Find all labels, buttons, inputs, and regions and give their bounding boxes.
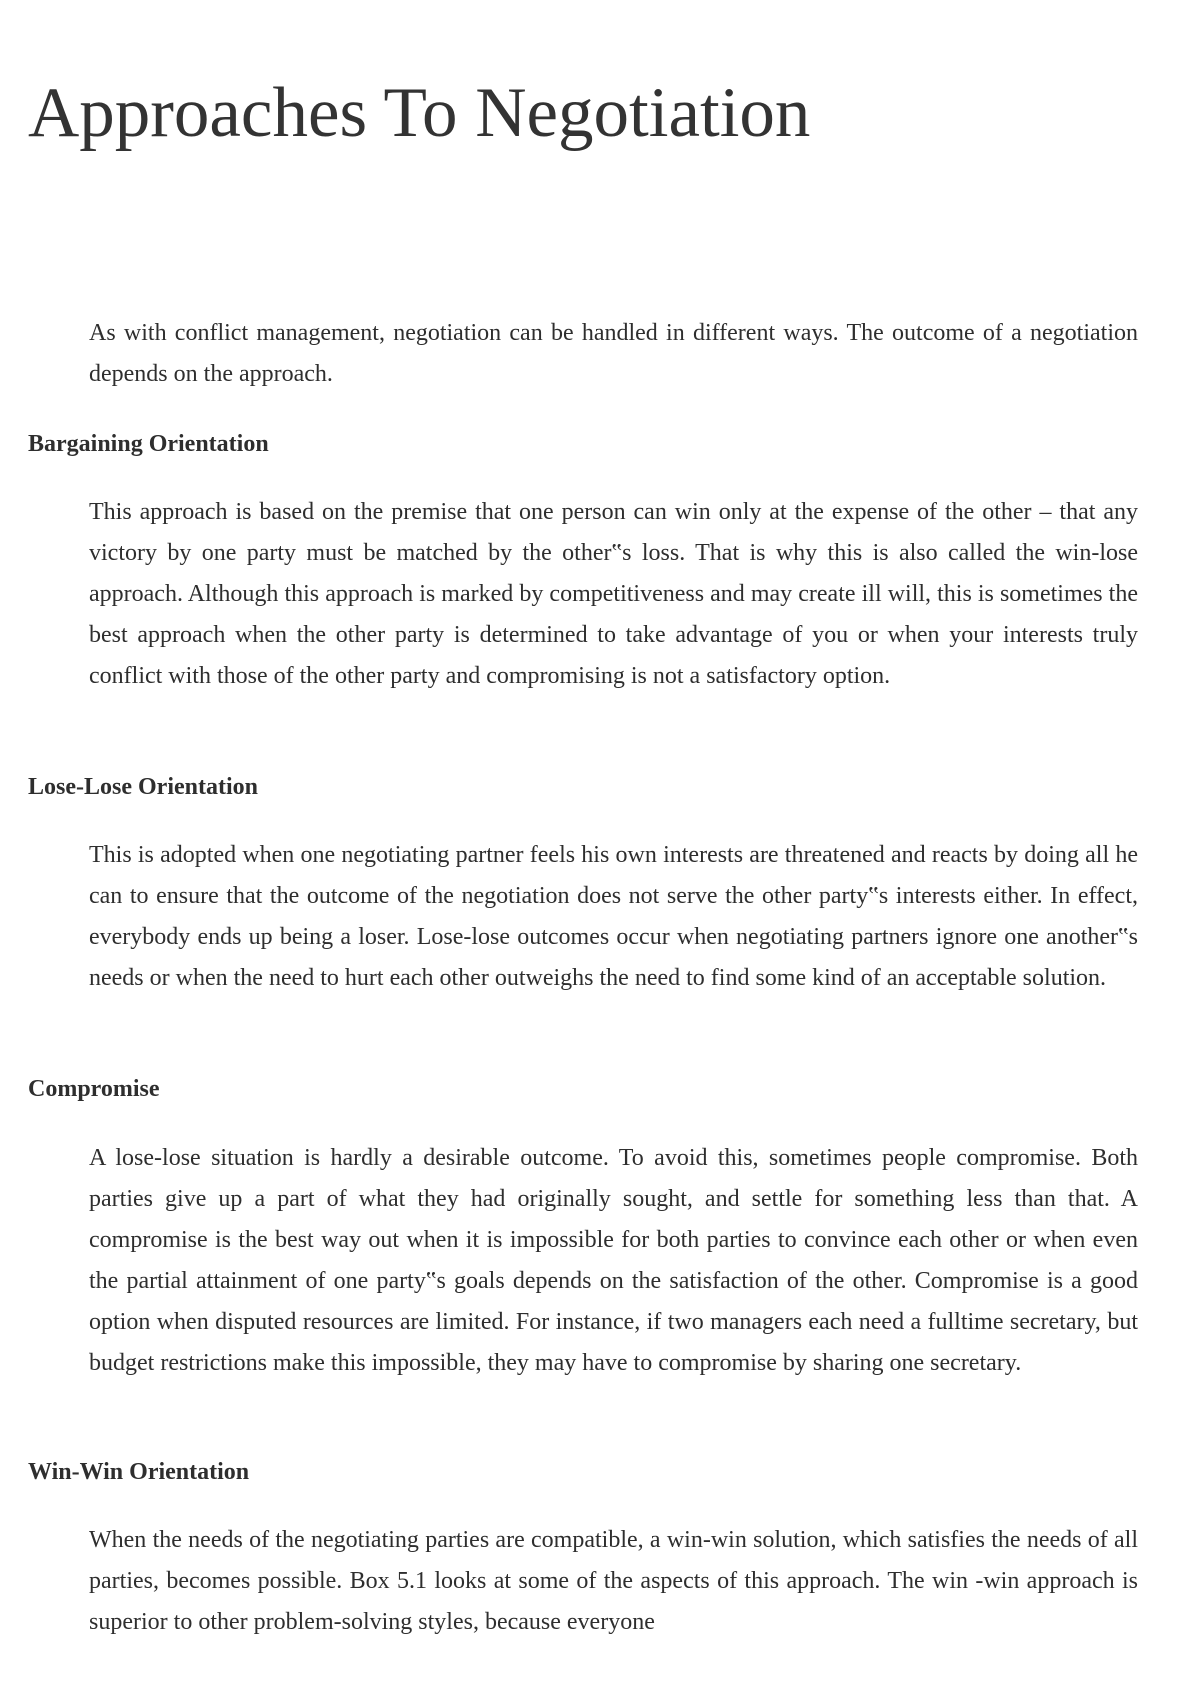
section-body-lose-lose-orientation: This is adopted when one negotiating partner feels his own interests are threatened and reacts by doing all he can to ensure that the outcome of the negotiation does not serve the other party‟s interests either. In effect, everybody ends up being a loser. Lose-lose outcomes occur when negotiating partners ignore one another‟s needs or when the need to hurt each other outweighs the need to find some kind of an acceptable solution. (89, 842, 1138, 991)
intro-paragraph: As with conflict management, negotiation can be handled in different ways. The outcome of a negotiation depends on the approach. (89, 320, 1138, 387)
section-body-win-win-orientation: When the needs of the negotiating parties are compatible, a win-win solution, which satisfies the needs of all parties, becomes possible. Box 5.1 looks at some of the aspects of this approach. The win -win approach is superior to other problem-solving styles, because everyone (89, 1527, 1138, 1635)
section-heading-lose-lose-orientation: Lose-Lose Orientation (28, 774, 258, 800)
section-heading-compromise: Compromise (28, 1076, 160, 1102)
section-body-bargaining-orientation: This approach is based on the premise that one person can win only at the expense of the other – that any victory by one party must be matched by the other‟s loss. That is why this is also called the win-lose approach. Although this approach is marked by competitiveness and may create ill will, this is sometimes the best approach when the other party is determined to take advantage of you or when your interests truly conflict with those of the other party and compromising is not a satisfactory option. (89, 499, 1138, 689)
section-body-compromise: A lose-lose situation is hardly a desirable outcome. To avoid this, sometimes people compromise. Both parties give up a part of what they had originally sought, and settle for something less than that. A compromise is the best way out when it is impossible for both parties to convince each other or when even the partial attainment of one party‟s goals depends on the satisfaction of the other. Compromise is a good option when disputed resources are limited. For instance, if two managers each need a fulltime secretary, but budget restrictions make this impossible, they may have to compromise by sharing one secretary. (89, 1145, 1138, 1376)
page-title: Approaches To Negotiation (28, 74, 811, 152)
section-heading-win-win-orientation: Win-Win Orientation (28, 1459, 250, 1485)
section-heading-bargaining-orientation: Bargaining Orientation (28, 431, 269, 457)
